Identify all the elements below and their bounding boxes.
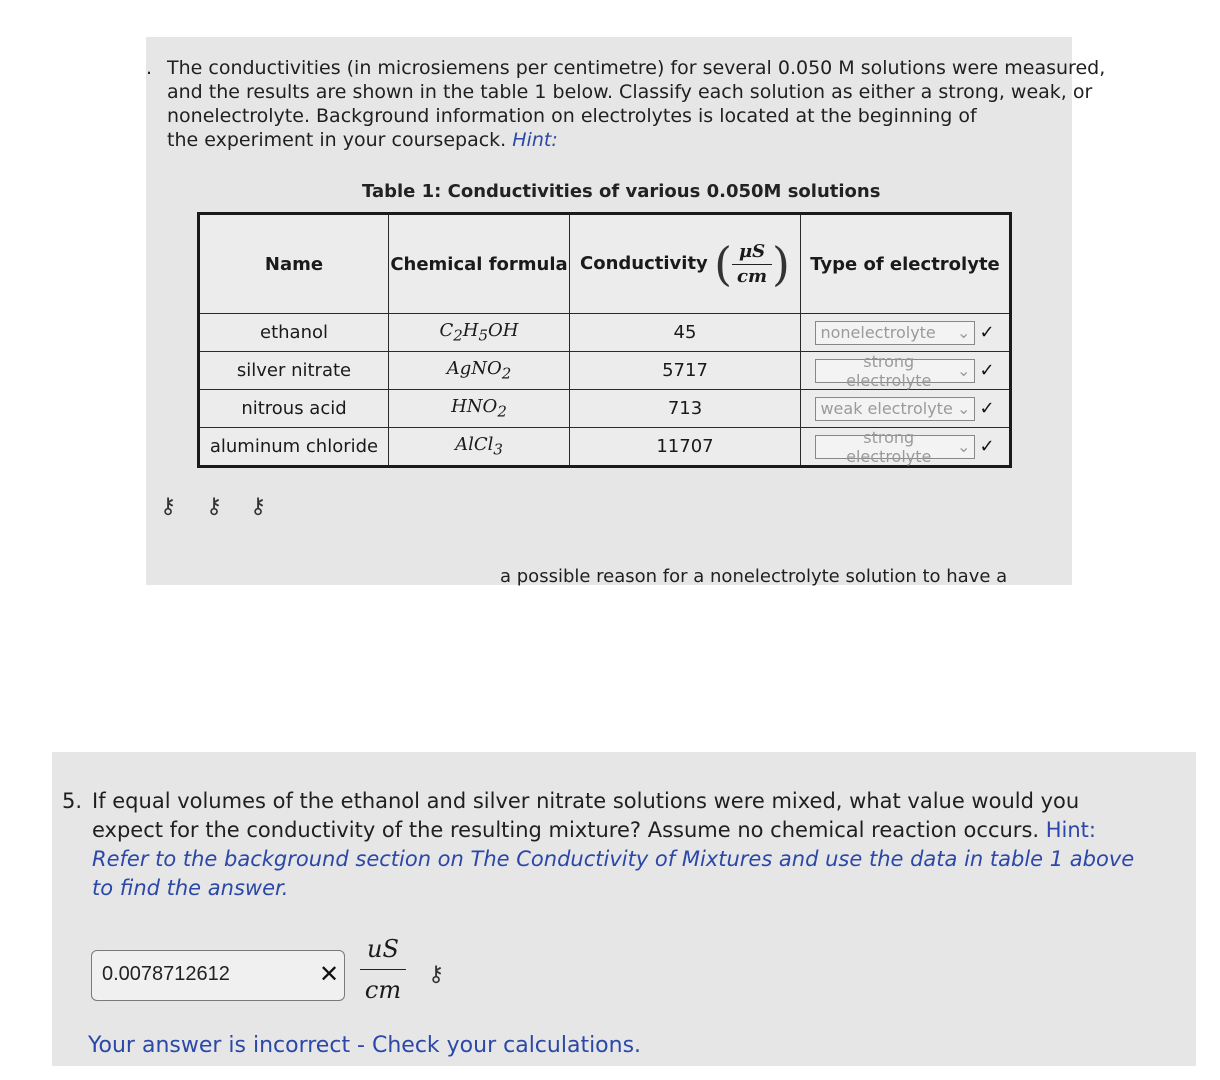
question-4-number: . — [146, 57, 153, 79]
row-conductivity: 11707 — [570, 428, 801, 467]
key-icon[interactable]: ⚷ — [428, 962, 445, 987]
key-icon[interactable]: ⚷ — [160, 494, 177, 519]
chevron-down-icon: ⌄ — [957, 437, 971, 456]
row-type — [801, 428, 1011, 467]
x-mark-icon: ✕ — [319, 960, 340, 988]
checkmark-icon: ✓ — [979, 322, 995, 343]
checkmark-icon: ✓ — [979, 398, 995, 419]
hint-link[interactable]: Hint: — [1045, 818, 1096, 842]
type-select[interactable]: nonelectrolyte ⌄ — [815, 321, 975, 345]
key-icon[interactable]: ⚷ — [206, 494, 223, 519]
chevron-down-icon: ⌄ — [957, 361, 971, 380]
cutoff-question-text: a possible reason for a nonelectrolyte solution to have a — [500, 566, 1008, 587]
conductivity-table — [197, 212, 1012, 468]
table-row — [199, 428, 1011, 467]
question-4-line1: The conductivities (in microsiemens per centimetre) for several 0.050 M solutions were measured, — [167, 57, 1106, 79]
hint-line2: to find the answer. — [92, 876, 289, 900]
row-type — [801, 352, 1011, 390]
chevron-down-icon: ⌄ — [957, 323, 971, 342]
header-conductivity-label: Conductivity — [580, 253, 708, 274]
table-row — [199, 352, 1011, 390]
checkmark-icon: ✓ — [979, 436, 995, 457]
header-type: Type of electrolyte — [801, 214, 1011, 314]
table-row — [199, 314, 1011, 352]
question-4-line4-text: the experiment in your coursepack. — [167, 129, 507, 151]
question-4-line3: nonelectrolyte. Background information on electrolytes is located at the beginning of — [167, 105, 977, 127]
question-4-line4 — [167, 128, 558, 152]
row-formula: AgNO$_2$ — [389, 352, 570, 390]
row-conductivity: 45 — [570, 314, 801, 352]
row-name: aluminum chloride — [199, 428, 389, 467]
question-4-line2: and the results are shown in the table 1 below. Classify each solution as either a strong, weak, or — [167, 81, 1093, 103]
table-header-row — [199, 214, 1011, 314]
key-icon[interactable]: ⚷ — [250, 494, 267, 519]
type-select[interactable]: strong electrolyte ⌄ — [815, 435, 975, 459]
header-formula: Chemical formula — [389, 214, 570, 314]
row-name: ethanol — [199, 314, 389, 352]
feedback-message: Your answer is incorrect - Check your calculations. — [88, 1033, 642, 1058]
answer-input[interactable]: 0.0078712612 — [91, 950, 345, 1001]
row-type — [801, 390, 1011, 428]
row-name: silver nitrate — [199, 352, 389, 390]
header-conductivity: Conductivity ( $\frac{\mu S}{cm}$ ) — [570, 214, 801, 314]
question-5-line1: If equal volumes of the ethanol and silver nitrate solutions were mixed, what value would you — [92, 789, 1080, 813]
type-select[interactable]: strong electrolyte ⌄ — [815, 359, 975, 383]
checkmark-icon: ✓ — [979, 360, 995, 381]
hint-link[interactable]: Hint: — [512, 129, 558, 151]
row-formula: AlCl$_3$ — [389, 428, 570, 467]
chevron-down-icon: ⌄ — [957, 399, 971, 418]
answer-unit: uS cm — [358, 935, 408, 1004]
row-type — [801, 314, 1011, 352]
row-formula: $C_2H_5OH$ — [389, 314, 570, 352]
row-name: nitrous acid — [199, 390, 389, 428]
header-name: Name — [199, 214, 389, 314]
unit-fraction: $\frac{\mu S}{cm}$ — [732, 242, 772, 287]
table-row — [199, 390, 1011, 428]
row-conductivity: 713 — [570, 390, 801, 428]
hint-line1: Refer to the background section on The Conductivity of Mixtures and use the data in table 1 above — [92, 847, 1135, 871]
row-conductivity: 5717 — [570, 352, 801, 390]
table-caption: Table 1: Conductivities of various 0.050M solutions — [362, 181, 881, 202]
type-select[interactable]: weak electrolyte ⌄ — [815, 397, 975, 421]
question-5-line2: expect for the conductivity of the resulting mixture? Assume no chemical reaction occurs. Hint: — [92, 818, 1096, 842]
question-5-number: 5. — [62, 789, 83, 813]
row-formula: $HNO_2$ — [389, 390, 570, 428]
